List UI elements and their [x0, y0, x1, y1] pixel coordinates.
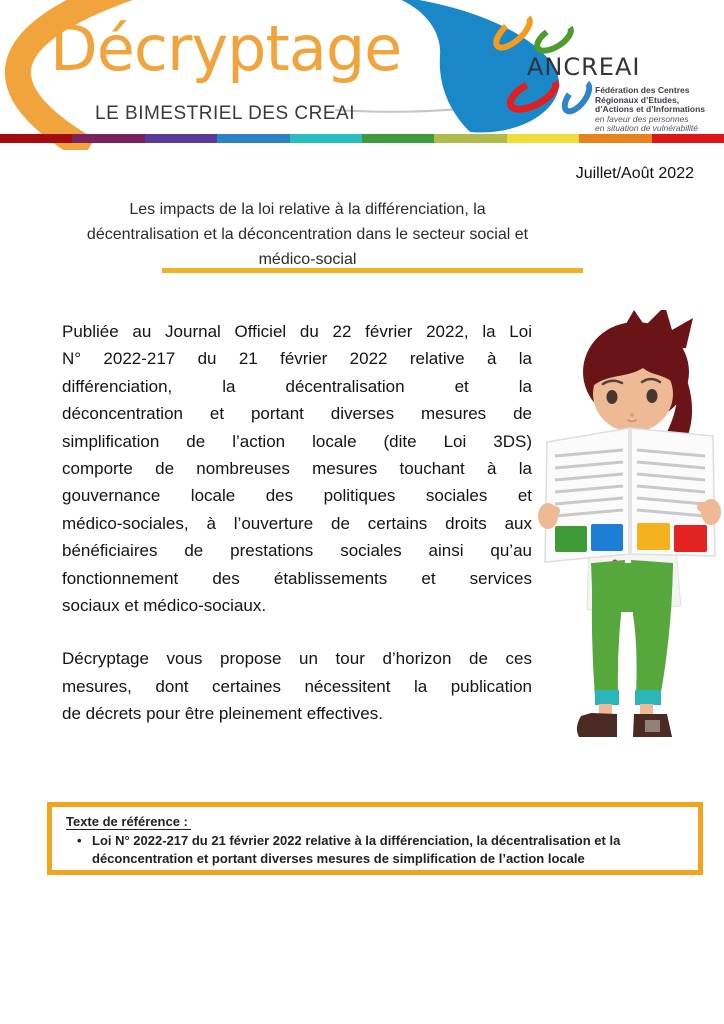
article-title-line: médico-social	[258, 251, 357, 268]
stripe-segment	[362, 134, 434, 143]
brand-title: Décryptage	[50, 12, 402, 85]
article-body	[62, 318, 532, 728]
body-line: simplification de l’action locale (dite Loi 3DS)	[62, 431, 532, 451]
body-line: N° 2022-217 du 21 février 2022 relative à la	[62, 349, 532, 369]
body-line: mesures, dont certaines nécessitent la publication	[62, 676, 532, 696]
stripe-segment	[434, 134, 506, 143]
body-line: comporte de nombreuses mesures touchant à la	[62, 459, 532, 479]
article-title-line: Les impacts de la loi relative à la différenciation, la	[129, 201, 486, 218]
brand-subtitle: LE BIMESTRIEL DES CREAI	[95, 103, 355, 124]
stripe-segment	[145, 134, 217, 143]
body-line: médico-sociales, à l’ouverture de certains droits aux	[62, 513, 532, 533]
rainbow-stripe	[0, 134, 724, 143]
stripe-segment	[579, 134, 651, 143]
body-line: déconcentration et portant diverses mesures de	[62, 404, 532, 424]
newspaper	[545, 428, 715, 562]
person-reading-newspaper-illustration	[533, 310, 724, 750]
reference-item: • Loi N° 2022-217 du 21 février 2022 relative à la différenciation, la décentralisation et la déconcentration et portant diverses mesures de simplification de l’action locale	[66, 832, 692, 868]
tagline-line: Régionaux d’Etudes,	[595, 94, 680, 105]
body-line: fonctionnement des établissements et services	[62, 568, 532, 588]
body-line: de décrets pour être pleinement effectives.	[62, 704, 383, 724]
stripe-segment	[290, 134, 362, 143]
ancreai-tagline	[595, 86, 715, 134]
eye	[647, 389, 658, 403]
issue-date: Juillet/Août 2022	[575, 165, 694, 182]
stripe-segment	[72, 134, 144, 143]
eye	[607, 390, 618, 404]
shoe	[577, 713, 617, 737]
tagline-line: en faveur des personnes	[595, 113, 689, 124]
stripe-segment	[0, 134, 72, 143]
body-line: Décryptage vous propose un tour d’horizon de ces	[62, 649, 532, 669]
body-line: bénéficiaires de prestations sociales ainsi qu’au	[62, 541, 532, 561]
article-title-line: décentralisation et la déconcentration dans le secteur social et	[86, 226, 529, 243]
body-line: gouvernance locale des politiques sociales et	[62, 486, 532, 506]
reference-heading: Texte de référence :	[66, 814, 191, 830]
article-title	[40, 197, 575, 272]
tagline-line: Fédération des Centres	[595, 85, 690, 95]
reference-box	[47, 802, 703, 875]
stripe-segment	[652, 134, 724, 143]
tagline-line: en situation de vulnérabilité	[595, 123, 699, 134]
ancreai-wordmark: ANCREAI	[527, 53, 641, 81]
body-line: Publiée au Journal Officiel du 22 février 2022, la Loi	[62, 322, 532, 341]
body-line: différenciation, la décentralisation et la	[62, 376, 532, 396]
stripe-segment	[217, 134, 289, 143]
stripe-segment	[507, 134, 579, 143]
tagline-line: d’Actions et d’Informations	[595, 104, 706, 115]
body-line: sociaux et médico-sociaux.	[62, 596, 267, 616]
title-underline	[162, 268, 583, 273]
